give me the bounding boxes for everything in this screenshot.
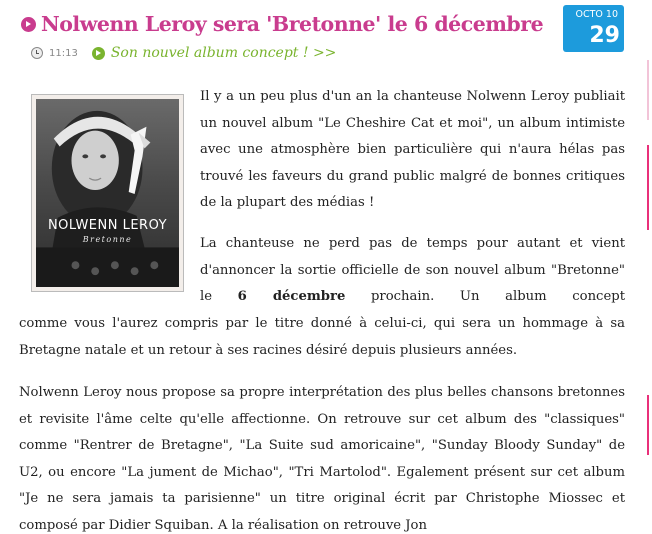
album-cover-art bbox=[36, 99, 179, 287]
article-title-row bbox=[21, 12, 543, 36]
album-cover-artist: NOLWENN LEROY bbox=[47, 218, 168, 233]
article-meta bbox=[31, 44, 336, 62]
paragraph-text: La chanteuse ne perd pas de temps pour autant et vient d'annoncer la sortie officielle de son nouvel album "Bretonne" le bbox=[200, 236, 625, 305]
clock-icon bbox=[31, 47, 43, 59]
album-cover-image bbox=[31, 94, 184, 292]
article-title[interactable]: Nolwenn Leroy sera 'Bretonne' le 6 décembre bbox=[41, 12, 544, 36]
paragraph-text: prochain. Un album concept bbox=[370, 289, 625, 305]
date-day: 29 bbox=[589, 23, 620, 48]
release-date-highlight: 6 décembre bbox=[237, 289, 346, 305]
article-paragraph: comme vous l'aurez compris par le titre donné à celui-ci, qui sera un hommage à sa Bretagne natale et un retour à ses racines désiré depuis plusieurs années. bbox=[19, 316, 625, 358]
post-time: 11:13 bbox=[49, 47, 78, 59]
arrow-circle-icon bbox=[21, 17, 36, 32]
article-paragraph bbox=[200, 231, 625, 311]
sidebar-accent-bar bbox=[647, 395, 649, 455]
arrow-circle-icon bbox=[92, 47, 105, 60]
album-cover-illustration bbox=[36, 99, 179, 287]
sidebar-divider bbox=[647, 60, 649, 120]
date-month: OCTO 10 bbox=[575, 9, 618, 20]
article-paragraph: Nolwenn Leroy nous propose sa propre interprétation des plus belles chansons bretonnes et revisite l'âme celte qu'elle affectionne. On retrouve sur cet album des "classiques" comme "Rentrer de Bretagne", "La Suite sud amoricaine", "Sunday Bloody Sunday" de U2, ou encore "La jument de Michao", "Tri Martolod". Egalement présent sur cet album "Je ne sera jamais ta parisienne" un titre original écrit par Christophe Miossec et composé par Didier Squiban. A la réalisation on retrouve Jon bbox=[19, 385, 625, 533]
album-cover-title: Bretonne bbox=[82, 235, 133, 244]
sidebar-accent-bar bbox=[647, 145, 649, 230]
article-paragraph: Il y a un peu plus d'un an la chanteuse Nolwenn Leroy publiait un nouvel album "Le Cheshire Cat et moi", un album intimiste avec une atmosphère bien particulière qui n'aura hélas pas trouvé les faveurs du grand public malgré de bonnes critiques de la plupart des médias ! bbox=[200, 89, 625, 211]
date-badge bbox=[563, 5, 624, 52]
subtitle-link[interactable]: Son nouvel album concept ! >> bbox=[110, 45, 337, 61]
